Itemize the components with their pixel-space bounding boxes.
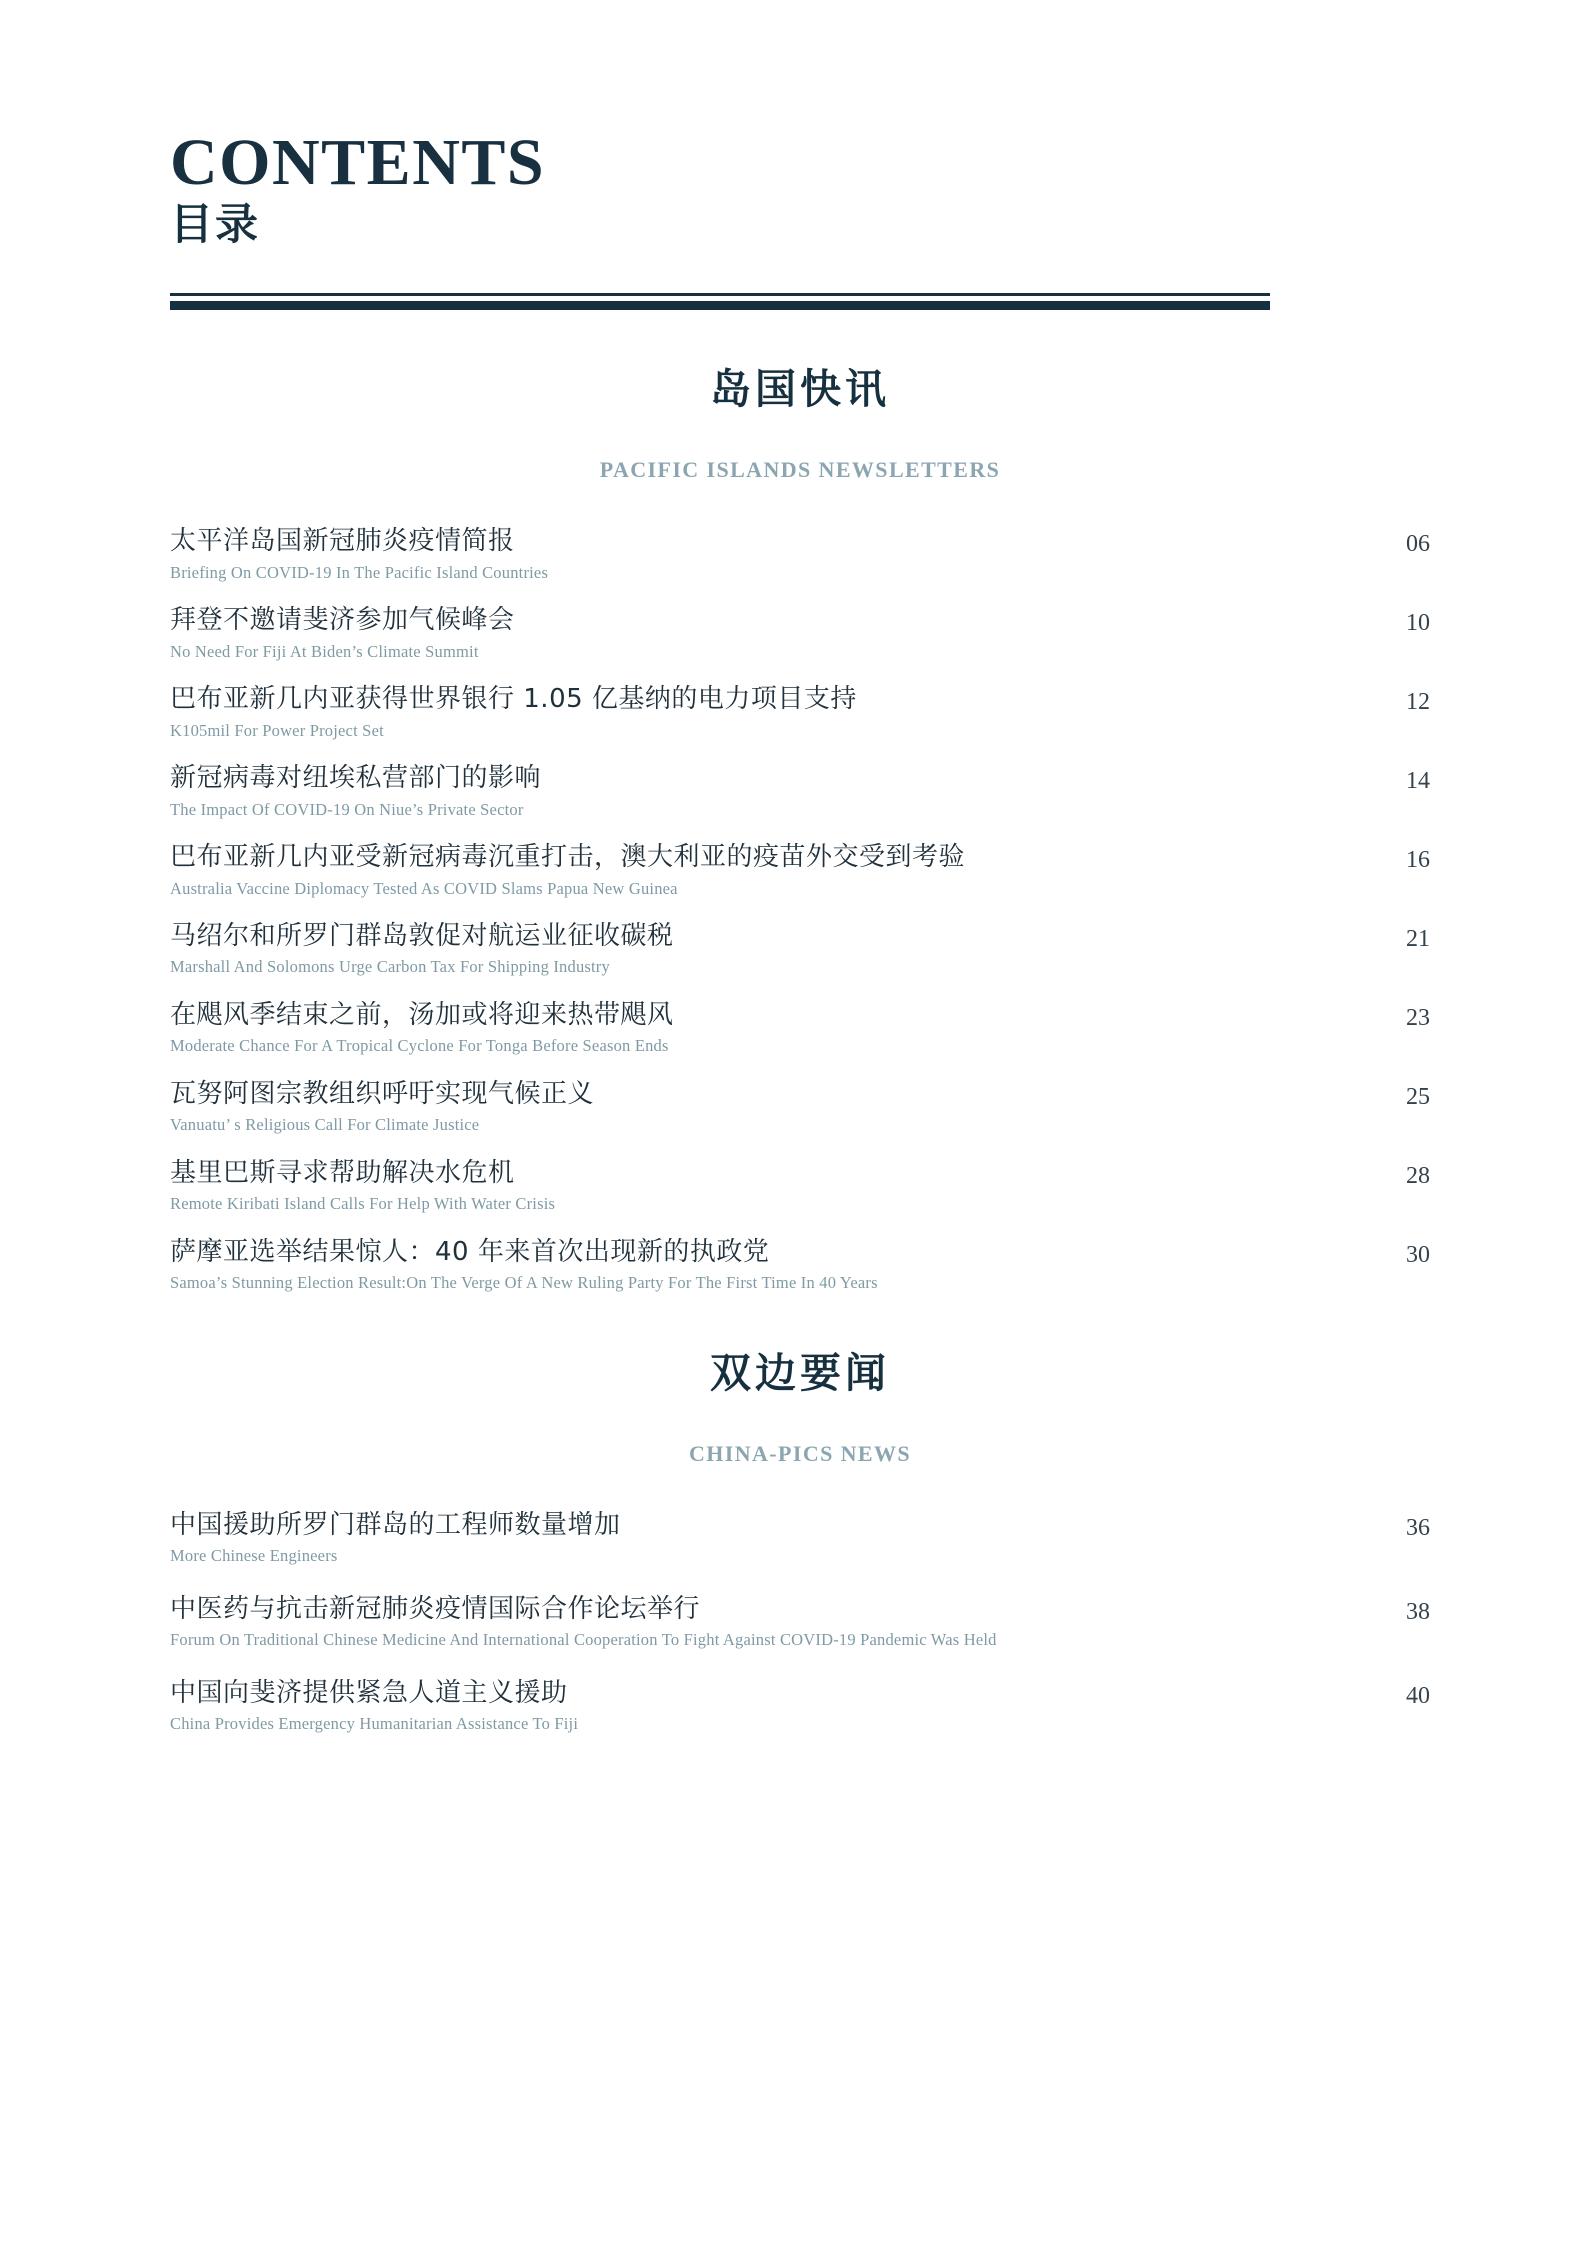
toc-entry-title-zh: 马绍尔和所罗门群岛敦促对航运业征收碳税 [170, 920, 674, 951]
toc-entry-text [170, 604, 1342, 662]
toc-entry-page-number: 10 [1406, 610, 1430, 637]
list-item[interactable] [170, 1078, 1430, 1136]
toc-entry-title-en: No Need For Fiji At Biden’s Climate Summit [170, 641, 479, 661]
toc-entry-text [170, 1236, 1342, 1294]
page-title-zh: 目录 [170, 200, 260, 250]
toc-entry-title-zh: 中国向斐济提供紧急人道主义援助 [170, 1677, 568, 1708]
toc-entry-title-en: The Impact Of COVID-19 On Niue’s Private Sector [170, 799, 524, 819]
toc-entry-text [170, 683, 1342, 741]
toc-entry-title-en: More Chinese Engineers [170, 1546, 338, 1566]
list-item[interactable] [170, 604, 1430, 662]
toc-entry-page-number: 21 [1406, 925, 1430, 952]
toc-entry-page-number: 23 [1406, 1004, 1430, 1031]
list-item[interactable] [170, 1236, 1430, 1294]
page-title-en: CONTENTS [170, 126, 546, 199]
toc-entry-title-zh: 中国援助所罗门群岛的工程师数量增加 [170, 1509, 621, 1540]
toc-entry-title-en: Moderate Chance For A Tropical Cyclone For Tonga Before Season Ends [170, 1036, 669, 1056]
section-pacific-islands-newsletters [170, 356, 1430, 1293]
toc-entry-title-zh: 巴布亚新几内亚受新冠病毒沉重打击，澳大利亚的疫苗外交受到考验 [170, 842, 966, 873]
toc-entry-title-en: Vanuatu’ s Religious Call For Climate Justice [170, 1115, 480, 1135]
toc-entry-text [170, 999, 1342, 1057]
toc-entry-title-en: Australia Vaccine Diplomacy Tested As COVID Slams Papua New Guinea [170, 878, 678, 898]
toc-entry-title-zh: 新冠病毒对纽埃私营部门的影响 [170, 763, 542, 794]
divider-line-thick [170, 301, 1270, 310]
section-heading-en: CHINA-PICS NEWS [688, 1440, 912, 1466]
section-heading-en: PACIFIC ISLANDS NEWSLETTERS [599, 457, 1001, 483]
toc-entry-page-number: 36 [1406, 1514, 1430, 1541]
toc-entry-text [170, 1509, 1342, 1567]
list-item[interactable] [170, 999, 1430, 1057]
header-divider [170, 293, 1270, 310]
list-item[interactable] [170, 762, 1430, 820]
toc-entry-title-en: China Provides Emergency Humanitarian Assistance To Fiji [170, 1714, 579, 1734]
toc-entry-text [170, 1593, 1342, 1651]
toc-entry-title-en: Remote Kiribati Island Calls For Help With Water Crisis [170, 1194, 556, 1214]
list-item[interactable] [170, 920, 1430, 978]
toc-entry-title-zh: 中医药与抗击新冠肺炎疫情国际合作论坛举行 [170, 1593, 701, 1624]
toc-entry-title-zh: 太平洋岛国新冠肺炎疫情简报 [170, 526, 515, 557]
toc-entry-page-number: 06 [1406, 531, 1430, 558]
toc-list [170, 1509, 1430, 1735]
toc-entry-page-number: 38 [1406, 1598, 1430, 1625]
section-heading-zh: 双边要闻 [710, 1348, 890, 1397]
toc-entry-title-zh: 拜登不邀请斐济参加气候峰会 [170, 605, 515, 636]
toc-entry-text [170, 525, 1342, 583]
list-item[interactable] [170, 1593, 1430, 1651]
section-heading-zh: 岛国快讯 [710, 365, 890, 414]
toc-entry-text [170, 920, 1342, 978]
list-item[interactable] [170, 841, 1430, 899]
toc-entry-page-number: 28 [1406, 1162, 1430, 1189]
toc-entry-text [170, 762, 1342, 820]
toc-entry-page-number: 40 [1406, 1682, 1430, 1709]
toc-entry-title-en: K105mil For Power Project Set [170, 720, 384, 740]
toc-entry-title-zh: 瓦努阿图宗教组织呼吁实现气候正义 [170, 1078, 595, 1109]
toc-entry-text [170, 1157, 1342, 1215]
toc-entry-title-en: Briefing On COVID-19 In The Pacific Island Countries [170, 562, 549, 582]
toc-entry-title-zh: 巴布亚新几内亚获得世界银行 1.05 亿基纳的电力项目支持 [170, 684, 857, 715]
toc-entry-title-zh: 基里巴斯寻求帮助解决水危机 [170, 1157, 515, 1188]
toc-entry-title-en: Samoa’s Stunning Election Result:On The Verge Of A New Ruling Party For The First Time In 40 Years [170, 1273, 878, 1293]
list-item[interactable] [170, 1157, 1430, 1215]
toc-entry-text [170, 841, 1342, 899]
toc-entry-title-en: Marshall And Solomons Urge Carbon Tax For Shipping Industry [170, 957, 610, 977]
list-item[interactable] [170, 525, 1430, 583]
page-header [170, 126, 1430, 310]
toc-entry-title-zh: 在飓风季结束之前，汤加或将迎来热带飓风 [170, 999, 674, 1030]
list-item[interactable] [170, 1509, 1430, 1567]
toc-entry-text [170, 1677, 1342, 1735]
page-content [170, 126, 1430, 1760]
toc-entry-title-en: Forum On Traditional Chinese Medicine And International Cooperation To Fight Against COVID-19 Pandemic Was Held [170, 1630, 997, 1650]
list-item[interactable] [170, 1677, 1430, 1735]
toc-entry-page-number: 14 [1406, 768, 1430, 795]
toc-entry-page-number: 12 [1406, 689, 1430, 716]
toc-entry-text [170, 1078, 1342, 1136]
toc-entry-page-number: 25 [1406, 1083, 1430, 1110]
toc-list [170, 525, 1430, 1293]
section-china-pics-news [170, 1340, 1430, 1735]
list-item[interactable] [170, 683, 1430, 741]
toc-entry-page-number: 30 [1406, 1241, 1430, 1268]
toc-entry-page-number: 16 [1406, 847, 1430, 874]
toc-entry-title-zh: 萨摩亚选举结果惊人：40 年来首次出现新的执政党 [170, 1236, 770, 1267]
